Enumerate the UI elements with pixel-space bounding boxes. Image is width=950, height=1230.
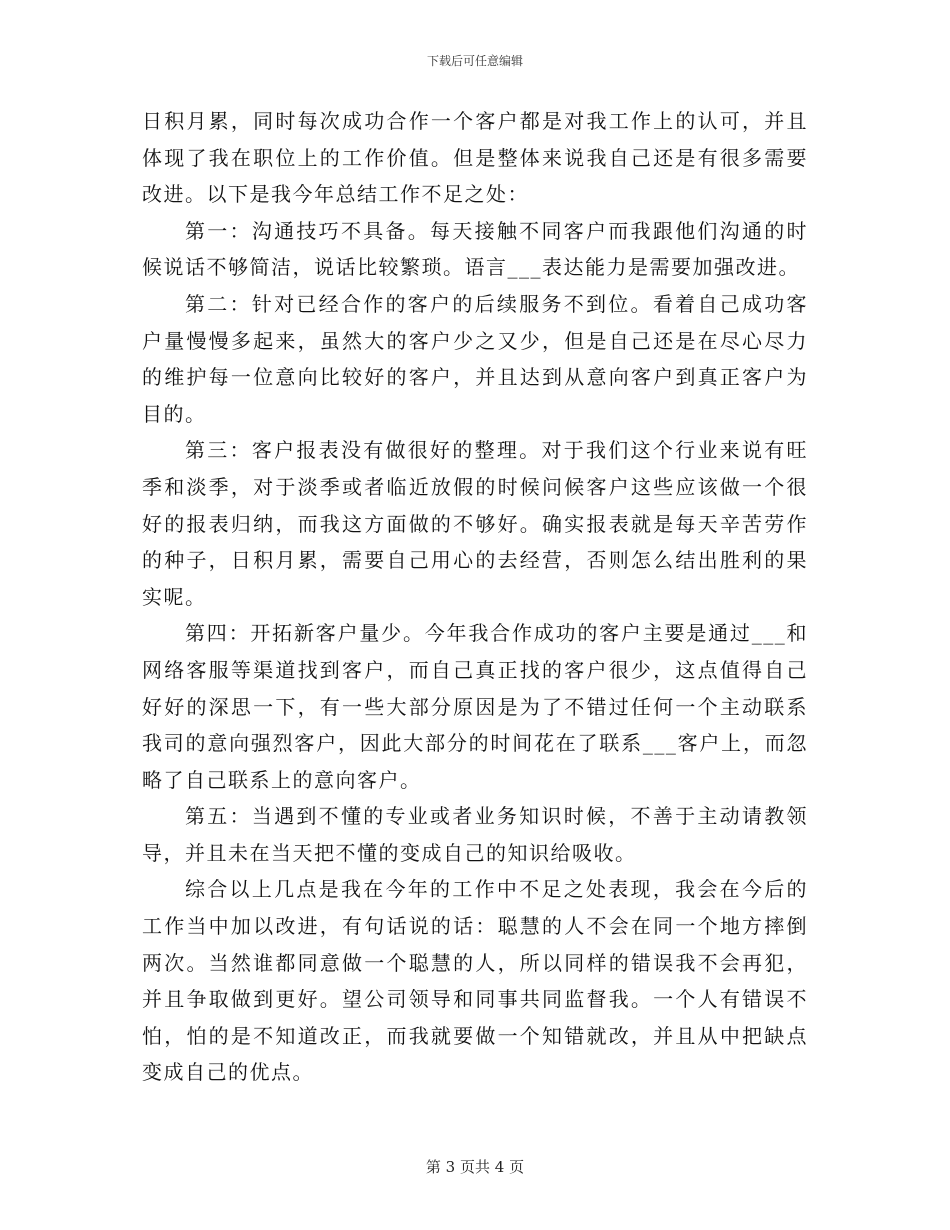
paragraph-point-1: 第一：沟通技巧不具备。每天接触不同客户而我跟他们沟通的时候说话不够简洁，说话比较繁琐。语言___表达能力是需要加强改进。 (142, 218, 808, 280)
paragraph-point-4: 第四：开拓新客户量少。今年我合作成功的客户主要是通过___和网络客服等渠道找到客户，而自己真正找的客户很少，这点值得自己好好的深思一下，有一些大部分原因是为了不错过任何一个主动联系我司的意向强烈客户，因此大部分的时间花在了联系___客户上，而忽略了自己联系上的意向客户。 (142, 621, 808, 792)
paragraph-summary: 综合以上几点是我在今年的工作中不足之处表现，我会在今后的工作当中加以改进，有句话说的话：聪慧的人不会在同一个地方摔倒两次。当然谁都同意做一个聪慧的人，所以同样的错误我不会再犯，并且争取做到更好。望公司领导和同事共同监督我。一个人有错误不怕，怕的是不知道改正，而我就要做一个知错就改，并且从中把缺点变成自己的优点。 (142, 877, 808, 1085)
page-header: 下载后可任意编辑 (426, 54, 523, 68)
paragraph-point-2: 第二：针对已经合作的客户的后续服务不到位。看着自己成功客户量慢慢多起来，虽然大的客户少之又少，但是自己还是在尽心尽力的维护每一位意向比较好的客户，并且达到从意向客户到真正客户为目的。 (142, 291, 808, 426)
page-number-footer: 第 3 页共 4 页 (425, 1158, 525, 1176)
paragraph-point-3: 第三：客户报表没有做很好的整理。对于我们这个行业来说有旺季和淡季，对于淡季或者临近放假的时候问候客户这些应该做一个很好的报表归纳，而我这方面做的不够好。确实报表就是每天辛苦劳作的种子，日积月累，需要自己用心的去经营，否则怎么结出胜利的果实呢。 (142, 438, 808, 609)
paragraph-point-5: 第五：当遇到不懂的专业或者业务知识时候，不善于主动请教领导，并且未在当天把不懂的变成自己的知识给吸收。 (142, 804, 808, 865)
document-body (142, 103, 808, 1091)
paragraph-continuation: 日积月累，同时每次成功合作一个客户都是对我工作上的认可，并且体现了我在职位上的工作价值。但是整体来说我自己还是有很多需要改进。以下是我今年总结工作不足之处： (142, 109, 808, 207)
